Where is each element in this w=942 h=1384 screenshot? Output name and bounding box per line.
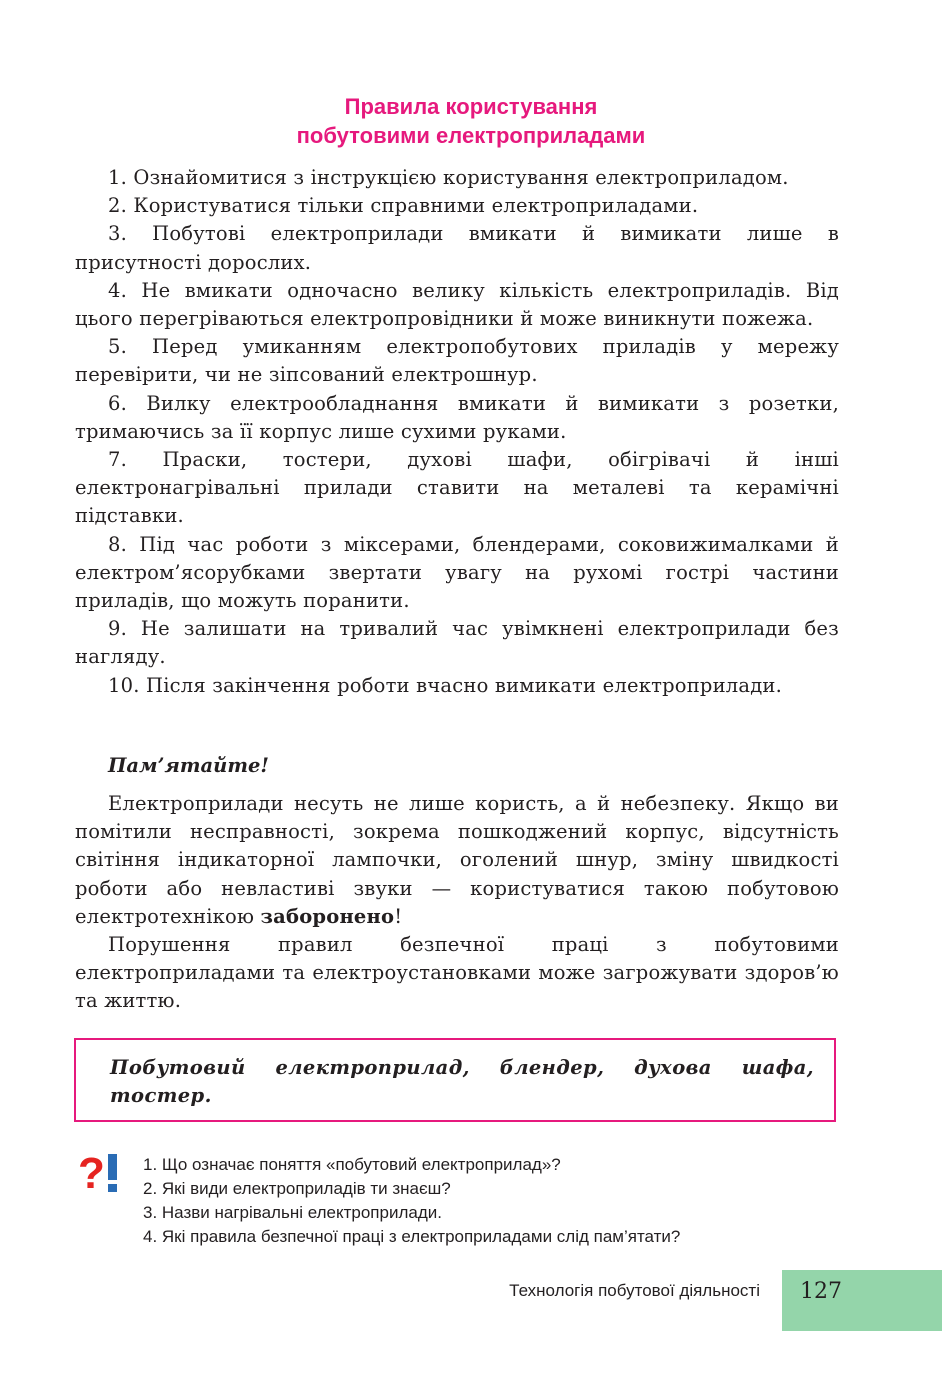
warning-end: ! — [394, 904, 403, 928]
forbidden-word: заборонено — [260, 904, 395, 928]
rule-item: 8. Під час роботи з міксерами, блендерами, соковижималками й електром’ясорубками звертати увагу на рухомі гострі частини приладів, що можуть поранити. — [75, 532, 839, 613]
question-item: 2. Які види електроприладів ти знаєш? — [143, 1179, 451, 1198]
key-terms-box — [74, 1038, 836, 1122]
page-title-line-1: Правила користування — [344, 94, 598, 119]
warning-text: Електроприлади несуть не лише користь, а й небезпеку. Якщо ви помітили несправності, зокрема пошкоджений корпус, відсутність світіння індикаторної лампочки, оголений шнур, зміну швидкості роботи або невластиві звуки — користуватися такою побутовою електротехнікою — [75, 792, 839, 928]
page-title-line-2: побутовими електроприладами — [296, 123, 646, 148]
rule-item: 9. Не залишати на тривалий час увімкнені електроприлади без нагляду. — [75, 617, 839, 669]
rules-list — [75, 164, 839, 700]
exclamation-dot — [108, 1184, 117, 1192]
question-item: 1. Що означає поняття «побутовий електроприлад»? — [143, 1155, 561, 1174]
rule-item: 1. Ознайомитися з інструкцією користування електроприладом. — [108, 166, 789, 189]
safety-paragraph: Порушення правил безпечної праці з побутовими електроприладами та електроустановками може загрожувати здоров’ю та життю. — [75, 933, 839, 1013]
remember-section — [75, 790, 839, 1016]
rule-item: 4. Не вмикати одночасно велику кількість електроприладів. Від цього перегріваються електропровідники й може виникнути пожежа. — [75, 278, 839, 331]
exclamation-bar — [108, 1154, 117, 1180]
footer-section-title: Технологія побутової діяльності — [509, 1281, 760, 1300]
question-exclamation-icon — [78, 1150, 124, 1194]
page-title — [0, 92, 942, 150]
rule-item: 10. Після закінчення роботи вчасно вимикати електроприлади. — [108, 673, 782, 697]
remember-heading: Пам’ятайте! — [108, 754, 269, 777]
key-terms-text: Побутовий електроприлад, блендер, духова шафа, тостер. — [110, 1056, 814, 1107]
warning-paragraph — [75, 790, 839, 931]
question-item: 4. Які правила безпечної праці з електроприладами слід пам’ятати? — [143, 1227, 681, 1246]
page-number: 127 — [800, 1279, 842, 1304]
questions-list — [143, 1153, 680, 1249]
question-mark-glyph: ? — [78, 1150, 105, 1194]
rule-item: 3. Побутові електроприлади вмикати й вимикати лише в присутності дорослих. — [75, 222, 839, 274]
rule-item: 6. Вилку електрообладнання вмикати й вимикати з розетки, тримаючись за її корпус лише сухими руками. — [75, 391, 839, 443]
rule-item: 2. Користуватися тільки справними електроприладами. — [108, 194, 699, 218]
question-item: 3. Назви нагрівальні електроприлади. — [143, 1203, 442, 1222]
rule-item: 7. Праски, тостери, духові шафи, обігрівачі й інші електронагрівальні прилади ставити на металеві та керамічні підставки. — [75, 448, 839, 528]
rule-item: 5. Перед умиканням електропобутових приладів у мережу перевірити, чи не зіпсований електрошнур. — [75, 335, 839, 387]
